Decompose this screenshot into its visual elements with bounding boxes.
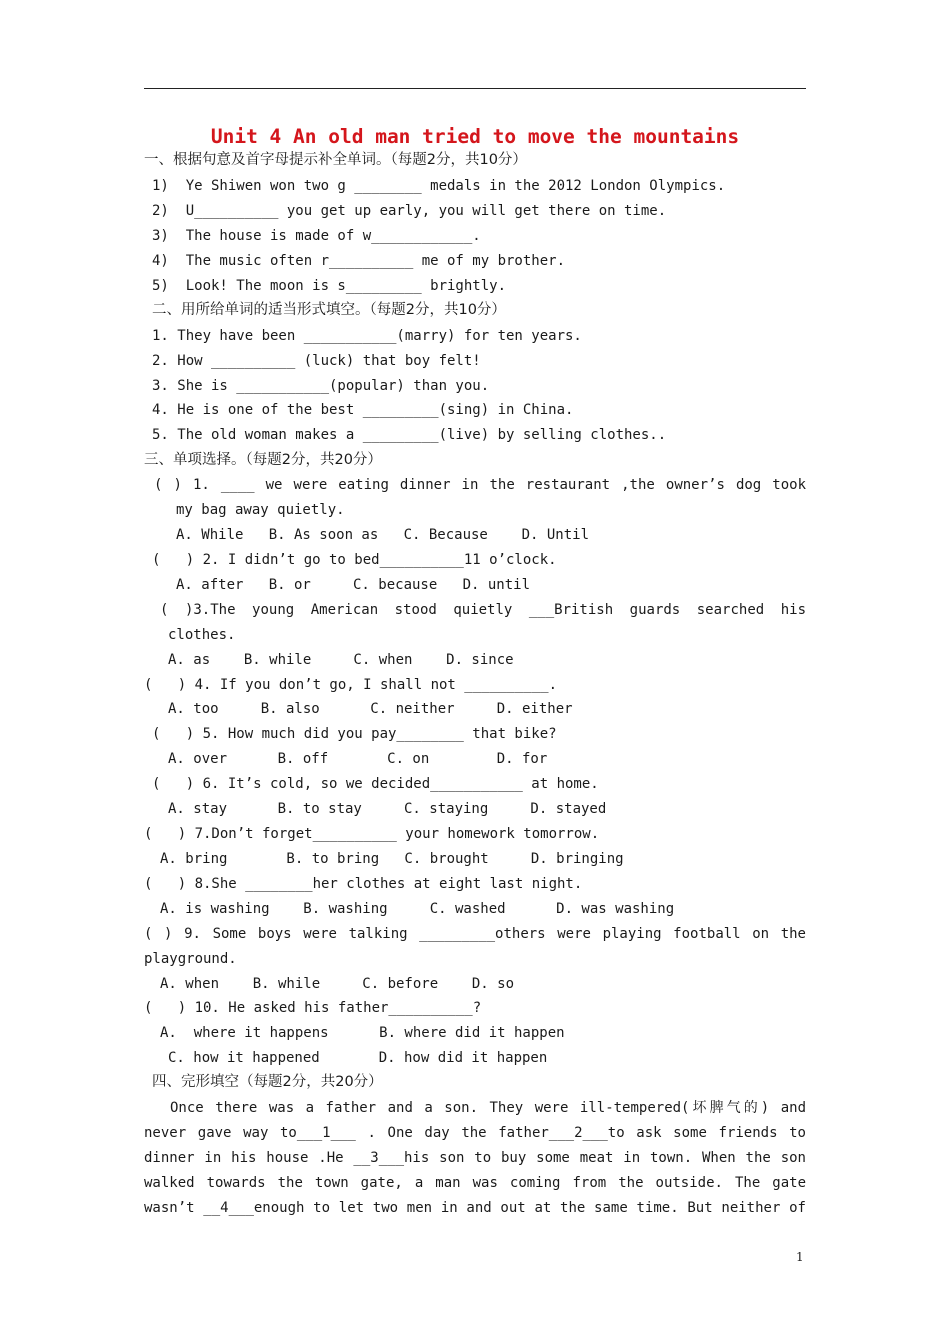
text-line: Once there was a father and a son. They were ill-tempered(坏脾气的) and	[170, 1100, 806, 1116]
text-line: A. when B. while C. before D. so	[160, 976, 515, 992]
text-line: 1) Ye Shiwen won two g ________ medals in the 2012 London Olympics.	[152, 178, 726, 194]
text-line: ( )3.The young American stood quietly ___British guards searched his	[160, 602, 806, 618]
text-line: clothes.	[168, 627, 236, 643]
text-line: dinner in his house .He __3___his son to buy some meat in town. When the son	[144, 1150, 806, 1166]
header-rule	[144, 88, 806, 89]
text-line: A. stay B. to stay C. staying D. stayed	[168, 801, 607, 817]
text-line: 5. The old woman makes a _________(live) by selling clothes..	[152, 427, 667, 443]
text-line: ( ) 5. How much did you pay________ that bike?	[152, 726, 557, 742]
text-line: 4. He is one of the best _________(sing) in China.	[152, 402, 574, 418]
text-line: A. where it happens B. where did it happen	[160, 1025, 565, 1041]
text-line: wasn’t __4___enough to let two men in and out at the same time. But neither of	[144, 1200, 806, 1216]
section-heading: 四、完形填空（每题2分，共20分）	[152, 1074, 383, 1090]
text-line: never gave way to___1___ . One day the father___2___to ask some friends to	[144, 1125, 806, 1141]
section-heading: 二、用所给单词的适当形式填空。（每题2分，共10分）	[152, 302, 506, 318]
text-line: A. over B. off C. on D. for	[168, 751, 548, 767]
page-number: 1	[796, 1250, 804, 1264]
text-line: playground.	[144, 951, 237, 967]
text-line: ( ) 10. He asked his father__________?	[144, 1000, 482, 1016]
text-line: ( ) 6. It’s cold, so we decided___________ at home.	[152, 776, 599, 792]
text-line: 2. How __________ (luck) that boy felt!	[152, 353, 481, 369]
text-line: 1. They have been ___________(marry) for ten years.	[152, 328, 582, 344]
text-line: 2) U__________ you get up early, you will get there on time.	[152, 203, 667, 219]
text-line: 5) Look! The moon is s_________ brightly.	[152, 278, 507, 294]
text-line: my bag away quietly.	[176, 502, 345, 518]
text-line: A. too B. also C. neither D. either	[168, 701, 573, 717]
text-line: ( ) 7.Don’t forget__________ your homework tomorrow.	[144, 826, 600, 842]
text-line: ( ) 2. I didn’t go to bed__________11 o’clock.	[152, 552, 557, 568]
text-line: A. While B. As soon as C. Because D. Until	[176, 527, 590, 543]
section-heading: 一、根据句意及首字母提示补全单词。（每题2分，共10分）	[144, 152, 527, 168]
text-line: A. bring B. to bring C. brought D. bringing	[160, 851, 624, 867]
text-line: 3. She is ___________(popular) than you.	[152, 378, 490, 394]
text-line: ( ) 9. Some boys were talking _________others were playing football on the	[144, 926, 806, 942]
text-line: ( ) 1. ____ we were eating dinner in the restaurant ,the owner’s dog took	[154, 477, 806, 493]
text-line: ( ) 4. If you don’t go, I shall not __________.	[144, 677, 558, 693]
section-heading: 三、单项选择。（每题2分，共20分）	[144, 452, 382, 468]
text-line: walked towards the town gate, a man was coming from the outside. The gate	[144, 1175, 806, 1191]
text-line: A. after B. or C. because D. until	[176, 577, 531, 593]
text-line: C. how it happened D. how did it happen	[168, 1050, 548, 1066]
text-line: A. is washing B. washing C. washed D. was washing	[160, 901, 675, 917]
text-line: 3) The house is made of w____________.	[152, 228, 481, 244]
text-line: A. as B. while C. when D. since	[168, 652, 514, 668]
page-title: Unit 4 An old man tried to move the mountains	[210, 125, 740, 148]
text-line: 4) The music often r__________ me of my brother.	[152, 253, 566, 269]
text-line: ( ) 8.She ________her clothes at eight last night.	[144, 876, 583, 892]
